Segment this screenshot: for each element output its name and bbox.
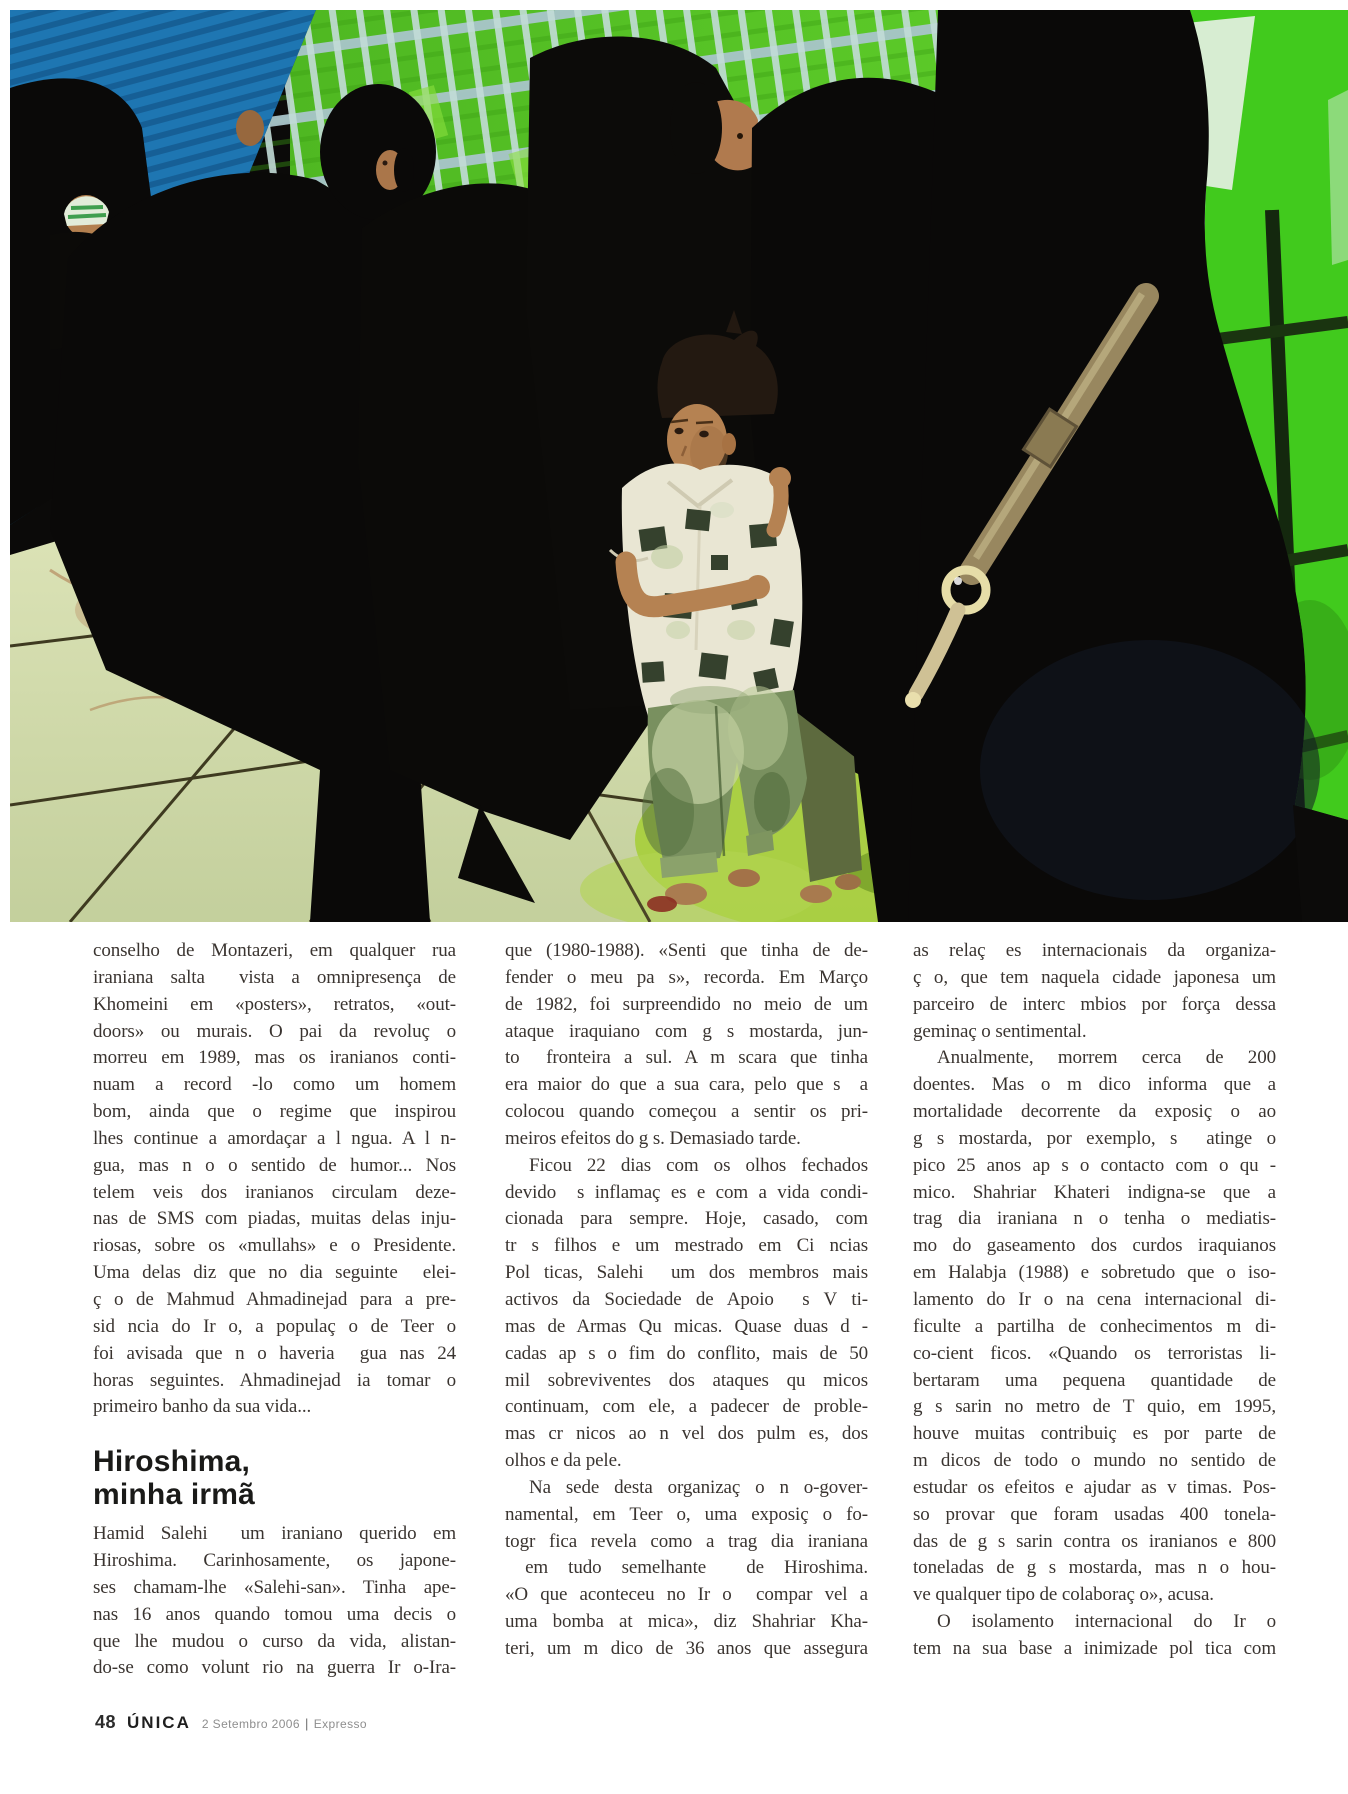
text-line: ç o de Mahmud Ahmadinejad para a pre- xyxy=(93,1288,456,1310)
article-column-1 xyxy=(93,938,456,1682)
text-line: Khomeini em «posters», retratos, «out- xyxy=(93,993,456,1015)
publication-name: Expresso xyxy=(313,1717,367,1731)
section-heading xyxy=(93,1445,456,1511)
partial-face-left xyxy=(236,110,264,146)
text-line: sid ncia do Ir o, a populaç o de Teer o xyxy=(93,1315,456,1337)
text-line: ficulte a partilha de conhecimentos m di- xyxy=(913,1315,1276,1337)
text-line: das de g s sarin contra os iranianos e 800 xyxy=(913,1530,1276,1552)
text-line: ç o, que tem naquela cidade japonesa um xyxy=(913,966,1276,988)
text-line: riosas, sobre os «mullahs» e o Presidente. xyxy=(93,1235,456,1257)
text-line: iraniana salta vista a omnipresença de xyxy=(93,966,456,988)
text-line: m dicos de todo o mundo no sentido de xyxy=(913,1450,1276,1472)
text-line: nuam a record -lo como um homem xyxy=(93,1074,456,1096)
text-line: as relaç es internacionais da organiza- xyxy=(913,940,1276,961)
text-line: cadas ap s o fim do conflito, mais de 50 xyxy=(505,1342,868,1364)
text-line: g s mostarda, por exemplo, s atinge o xyxy=(913,1127,1276,1149)
text-line: geminaç o sentimental. xyxy=(913,1020,1087,1042)
text-line: doors» ou murais. O pai da revoluç o xyxy=(93,1020,456,1042)
text-line: «O que aconteceu no Ir o compar vel a xyxy=(505,1584,868,1606)
separator: | xyxy=(304,1716,309,1731)
text-line: bom, ainda que o regime que inspirou xyxy=(93,1101,456,1123)
text-line: houve muitas contribuiç es por parte de xyxy=(913,1423,1276,1445)
text-line: em Halabja (1988) e sobretudo que o iso- xyxy=(913,1262,1276,1284)
text-line: fender o meu pa s», recorda. Em Março xyxy=(505,966,868,988)
text-line: teri, um m dico de 36 anos que assegura xyxy=(505,1637,868,1659)
text-line: lamento do Ir o na cena internacional di- xyxy=(913,1288,1276,1310)
text-line: cionada para sempre. Hoje, casado, com xyxy=(505,1208,868,1230)
dark-corner xyxy=(1293,805,1348,922)
text-line: namental, em Teer o, uma exposiç o fo- xyxy=(505,1503,868,1525)
text-line: uma bomba at mica», diz Shahriar Kha- xyxy=(505,1611,868,1633)
text-line: mortalidade decorrente da exposiç o ao xyxy=(913,1101,1276,1123)
text-line: olhos e da pele. xyxy=(505,1450,622,1472)
text-line: ses chamam-lhe «Salehi-san». Tinha ape- xyxy=(93,1576,456,1598)
text-line: nas 16 anos quando tomou uma decis o xyxy=(93,1603,456,1625)
text-line: que lhe mudou o curso da vida, alistan- xyxy=(93,1630,456,1652)
text-line: ataque iraquiano com g s mostarda, jun- xyxy=(505,1020,868,1042)
text-line: estudar os efeitos e ajudar as v timas. Pos- xyxy=(913,1476,1276,1498)
text-line: que (1980-1988). «Senti que tinha de de- xyxy=(505,940,868,961)
text-line: Pol ticas, Salehi um dos membros mais xyxy=(505,1262,868,1284)
text-line: conselho de Montazeri, em qualquer rua xyxy=(93,940,456,961)
article-photo-svg xyxy=(10,10,1348,922)
text-line: doentes. Mas o m dico informa que a xyxy=(913,1074,1276,1096)
text-line: Na sede desta organizaç o n o-gover- xyxy=(529,1476,868,1498)
text-line: Hamid Salehi um iraniano querido em xyxy=(93,1523,456,1545)
page-number: 48 xyxy=(95,1712,117,1732)
text-line: morreu em 1989, mas os iranianos conti- xyxy=(93,1047,456,1069)
article-photo xyxy=(10,10,1348,922)
text-line: tem na sua base a inimizade pol tica com xyxy=(913,1637,1276,1659)
text-line: primeiro banho da sua vida... xyxy=(93,1396,312,1418)
issue-info xyxy=(202,1716,367,1731)
article-column-2 xyxy=(505,938,868,1663)
text-line: gua, mas n o o sentido de humor... Nos xyxy=(93,1154,456,1176)
section-heading-line: minha irmã xyxy=(93,1478,256,1512)
text-line: to fronteira a sul. A m scara que tinha xyxy=(505,1047,868,1069)
text-line: co-cient ficos. «Quando os terroristas li- xyxy=(913,1342,1276,1364)
text-line: era maior do que a sua cara, pelo que s a xyxy=(505,1074,868,1096)
text-line: ve qualquer tipo de colaboraç o», acusa. xyxy=(913,1584,1214,1606)
text-line: togr fica revela como a trag dia iraniana xyxy=(505,1530,868,1552)
text-line: mico. Shahriar Khateri indigna-se que a xyxy=(913,1181,1276,1203)
text-line: trag dia iraniana n o tenha o mediatis- xyxy=(913,1208,1276,1230)
text-line: devido s inflamaç es e com a vida condi- xyxy=(505,1181,868,1203)
text-line: continuam, com ele, a padecer de proble- xyxy=(505,1396,868,1418)
text-line: mil sobreviventes dos ataques qu micos xyxy=(505,1369,868,1391)
text-line: foi avisada que n o haveria gua nas 24 xyxy=(93,1342,456,1364)
text-line: tr s filhos e um mestrado em Ci ncias xyxy=(505,1235,868,1257)
magazine-logo: ÚNICA xyxy=(127,1713,191,1732)
text-line: Ficou 22 dias com os olhos fechados xyxy=(529,1154,868,1176)
text-line: colocou quando começou a sentir os pri- xyxy=(505,1101,868,1123)
text-line: pico 25 anos ap s o contacto com o qu - xyxy=(913,1154,1276,1176)
text-line: g s sarin no metro de T quio, em 1995, xyxy=(913,1396,1276,1418)
text-line: nas de SMS com piadas, muitas delas inju- xyxy=(93,1208,456,1230)
text-line: lhes continue a amordaçar a l ngua. A l n- xyxy=(93,1127,456,1149)
page-footer xyxy=(95,1712,367,1733)
text-line: mas de Armas Qu micas. Quase duas d - xyxy=(505,1315,868,1337)
article-column-3 xyxy=(913,938,1276,1663)
text-line: so provar que foram usadas 400 tonela- xyxy=(913,1503,1276,1525)
text-line: do-se como volunt rio na guerra Ir o-Ira- xyxy=(93,1657,456,1679)
text-line: O isolamento internacional do Ir o xyxy=(937,1611,1276,1633)
section-heading-line: Hiroshima, xyxy=(93,1445,251,1479)
text-line: de 1982, foi surpreendido no meio de um xyxy=(505,993,868,1015)
text-line: meiros efeitos do g s. Demasiado tarde. xyxy=(505,1127,801,1149)
text-line: activos da Sociedade de Apoio s V ti- xyxy=(505,1288,868,1310)
text-line: toneladas de g s mostarda, mas n o hou- xyxy=(913,1557,1276,1579)
issue-date: 2 Setembro 2006 xyxy=(201,1717,300,1731)
text-line: Uma delas diz que no dia seguinte elei- xyxy=(93,1262,456,1284)
text-line: mo do gaseamento dos curdos iraquianos xyxy=(913,1235,1276,1257)
text-line: Anualmente, morrem cerca de 200 xyxy=(937,1047,1276,1069)
text-line: em tudo semelhante de Hiroshima. xyxy=(505,1557,868,1579)
text-line: parceiro de interc mbios por força dessa xyxy=(913,993,1276,1015)
text-line: bertaram uma pequena quantidade de xyxy=(913,1369,1276,1391)
text-line: telem veis dos iranianos circulam deze- xyxy=(93,1181,456,1203)
text-line: horas seguintes. Ahmadinejad ia tomar o xyxy=(93,1369,456,1391)
text-line: mas cr nicos ao n vel dos pulm es, dos xyxy=(505,1423,868,1445)
text-line: Hiroshima. Carinhosamente, os japone- xyxy=(93,1550,456,1572)
